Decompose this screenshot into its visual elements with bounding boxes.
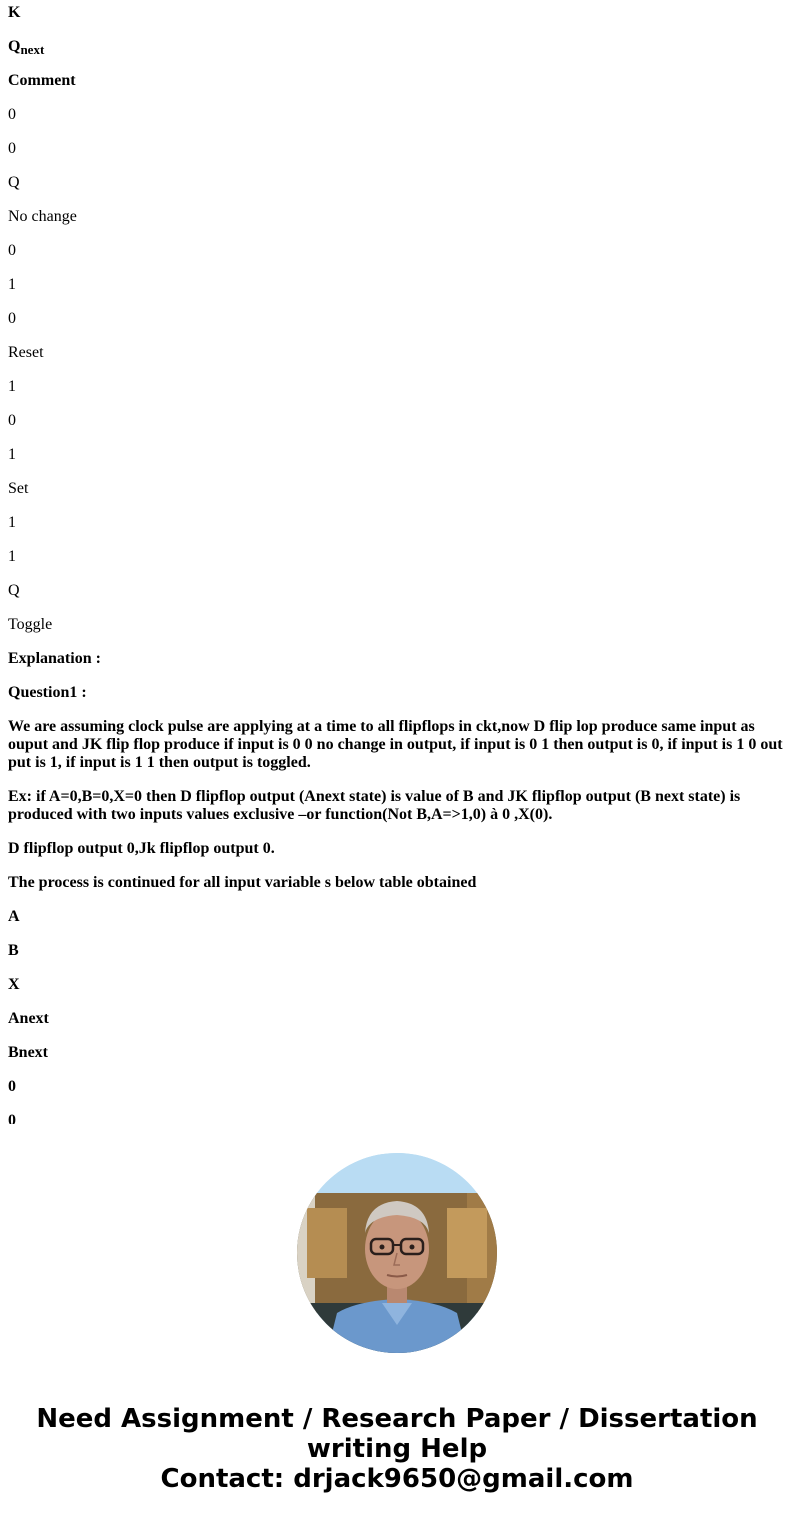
- q-subscript: next: [20, 42, 45, 57]
- table-cell: 0: [8, 310, 16, 327]
- paragraph-process: The process is continued for all input variable s below table obtained: [8, 874, 477, 891]
- table-cell: 0: [8, 412, 16, 429]
- explanation-heading: Explanation :: [8, 650, 101, 667]
- table-cell: 0: [8, 106, 16, 123]
- state-table-header-bnext: Bnext: [8, 1044, 48, 1061]
- state-table-header-b: B: [8, 942, 19, 959]
- author-photo: [297, 1153, 497, 1353]
- promo-line-1: Need Assignment / Research Paper / Dissertation: [36, 1404, 758, 1434]
- state-table-header-x: X: [8, 976, 20, 993]
- state-table-cell: 0: [8, 1112, 16, 1124]
- promo-footer: [0, 1124, 794, 1523]
- state-table-cell: 0: [8, 1078, 16, 1095]
- table-cell: Q: [8, 582, 20, 599]
- table-cell: Q: [8, 174, 20, 191]
- table-header-comment: Comment: [8, 72, 76, 89]
- table-cell: No change: [8, 208, 77, 225]
- document-body: [8, 0, 786, 1124]
- table-cell: 1: [8, 378, 16, 395]
- table-cell: 1: [8, 548, 16, 565]
- table-cell: Set: [8, 480, 29, 497]
- table-cell: Reset: [8, 344, 44, 361]
- question-heading: Question1 :: [8, 684, 87, 701]
- portrait-illustration: [297, 1153, 497, 1353]
- table-cell: 0: [8, 140, 16, 157]
- state-table-header-anext: Anext: [8, 1010, 49, 1027]
- q-label: Q: [8, 38, 21, 55]
- table-header-k: K: [8, 4, 21, 21]
- table-header-qnext: [8, 38, 786, 56]
- table-cell: 1: [8, 514, 16, 531]
- table-cell: 1: [8, 276, 16, 293]
- table-cell: Toggle: [8, 616, 53, 633]
- table-cell: 1: [8, 446, 16, 463]
- promo-text: [0, 1404, 794, 1494]
- promo-contact: Contact: drjack9650@gmail.com: [160, 1464, 634, 1494]
- paragraph-output: D flipflop output 0,Jk flipflop output 0.: [8, 840, 275, 857]
- table-cell: 0: [8, 242, 16, 259]
- paragraph-assumption: We are assuming clock pulse are applying at a time to all flipflops in ckt,now D flip lop produce same input as ouput and JK flip flop produce if input is 0 0 no change in output, if input is 0 1 then output is 0, if input is 1 0 out put is 1, if input is 1 1 then output is toggled.: [8, 718, 783, 771]
- paragraph-example: Ex: if A=0,B=0,X=0 then D flipflop output (Anext state) is value of B and JK flipflop output (B next state) is produced with two inputs values exclusive –or function(Not B,A=>1,0) à 0 ,X(0).: [8, 788, 741, 823]
- state-table-header-a: A: [8, 908, 20, 925]
- promo-line-2: writing Help: [306, 1434, 488, 1464]
